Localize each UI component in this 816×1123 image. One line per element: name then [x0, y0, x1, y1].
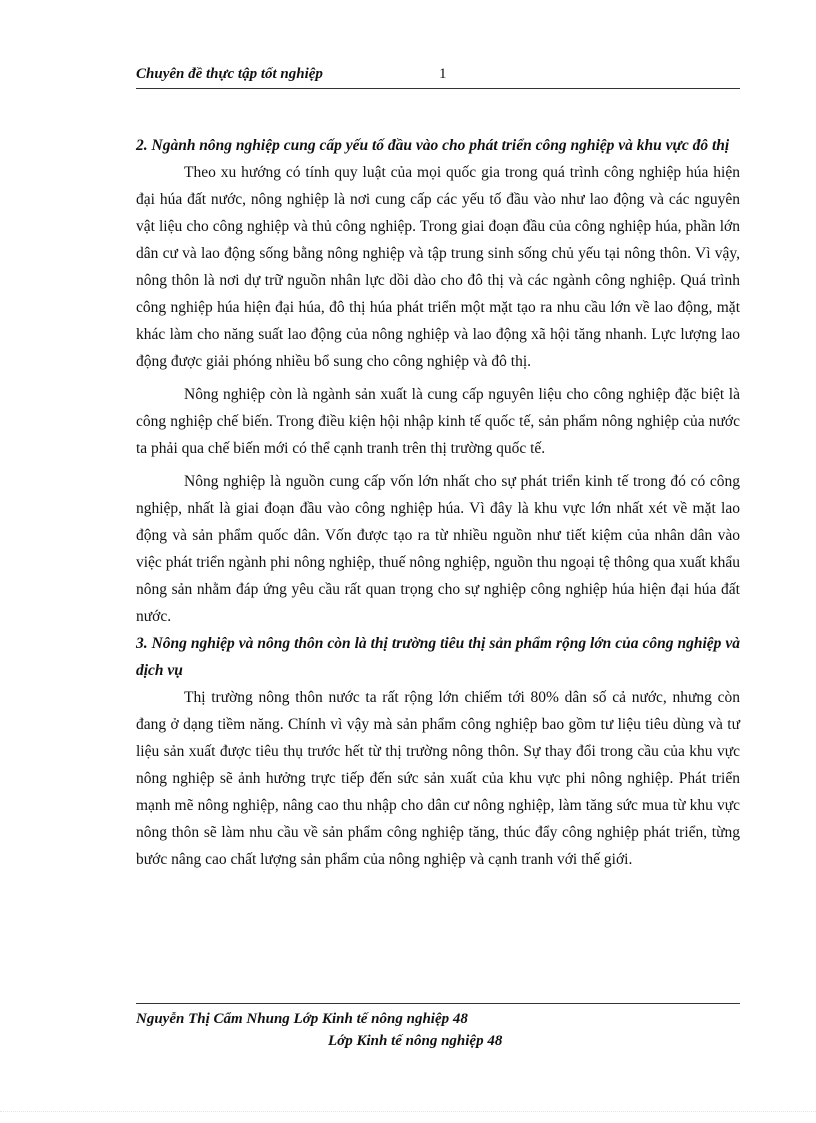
- document-body: [136, 132, 740, 873]
- page-bottom-border: [0, 1111, 816, 1112]
- section-heading-2: 2. Ngành nông nghiệp cung cấp yếu tố đầu vào cho phát triển công nghiệp và khu vực đô thị: [136, 137, 730, 154]
- header-title: Chuyên đề thực tập tốt nghiệp: [136, 66, 323, 82]
- footer-author: Nguyễn Thị Cẩm Nhung Lớp Kinh tế nông nghiệp 48: [136, 1011, 468, 1027]
- page-footer: [136, 1003, 740, 1052]
- footer-class: Lớp Kinh tế nông nghiệp 48: [328, 1033, 503, 1049]
- paragraph: Thị trường nông thôn nước ta rất rộng lớn chiếm tới 80% dân số cả nước, nhưng còn đang ở dạng tiềm năng. Chính vì vậy mà sản phẩm công nghiệp bao gồm tư liệu tiêu dùng và tư liệu sản xuất được tiêu thụ trước hết từ thị trường nông thôn. Sự thay đổi trong cầu của khu vực nông nghiệp sẽ ảnh hưởng trực tiếp đến sức sản xuất của khu vực phi nông nghiệp. Phát triển mạnh mẽ nông nghiệp, nâng cao thu nhập cho dân cư nông nghiệp, làm tăng sức mua từ khu vực nông thôn sẽ làm nhu cầu về sản phẩm công nghiệp tăng, thúc đẩy công nghiệp phát triển, từng bước nâng cao chất lượng sản phẩm của nông nghiệp và cạnh tranh với thế giới.: [136, 689, 740, 868]
- page-header: [136, 64, 740, 89]
- paragraph: Nông nghiệp là nguồn cung cấp vốn lớn nhất cho sự phát triển kinh tế trong đó có công nghiệp, nhất là giai đoạn đầu vào công nghiệp húa. Vì đây là khu vực lớn nhất xét về mặt lao động và sản phẩm quốc dân. Vốn được tạo ra từ nhiều nguồn như tiết kiệm của nhân dân vào việc phát triển ngành phi nông nghiệp, thuế nông nghiệp, nguồn thu ngoại tệ thông qua xuất khẩu nông sản nhằm đáp ứng yêu cầu rất quan trọng cho sự nghiệp công nghiệp húa hiện đại húa đất nước.: [136, 473, 740, 625]
- paragraph: Nông nghiệp còn là ngành sản xuất là cung cấp nguyên liệu cho công nghiệp đặc biệt là công nghiệp chế biến. Trong điều kiện hội nhập kinh tế quốc tế, sản phẩm nông nghiệp của nước ta phải qua chế biến mới có thể cạnh tranh trên thị trường quốc tế.: [136, 386, 740, 457]
- section-heading-3: 3. Nông nghiệp và nông thôn còn là thị trường tiêu thị sản phẩm rộng lớn của công nghiệp và dịch vụ: [136, 635, 740, 679]
- paragraph: Theo xu hướng có tính quy luật của mọi quốc gia trong quá trình công nghiệp húa hiện đại húa đất nước, nông nghiệp là nơi cung cấp các yếu tố đầu vào như lao động và các nguyên vật liệu cho công nghiệp và thủ công nghiệp. Trong giai đoạn đầu của công nghiệp húa, phần lớn dân cư và lao động sống bằng nông nghiệp và tập trung sinh sống chủ yếu tại nông thôn. Vì vậy, nông thôn là nơi dự trữ nguồn nhân lực dồi dào cho đô thị và các ngành công nghiệp. Quá trình công nghiệp húa hiện đại húa, đô thị húa phát triển một mặt tạo ra nhu cầu lớn về lao động, mặt khác làm cho năng suất lao động của nông nghiệp và lao động xã hội tăng nhanh. Lực lượng lao động được giải phóng nhiều bổ sung cho công nghiệp và đô thị.: [136, 164, 740, 370]
- page-number: 1: [439, 66, 447, 82]
